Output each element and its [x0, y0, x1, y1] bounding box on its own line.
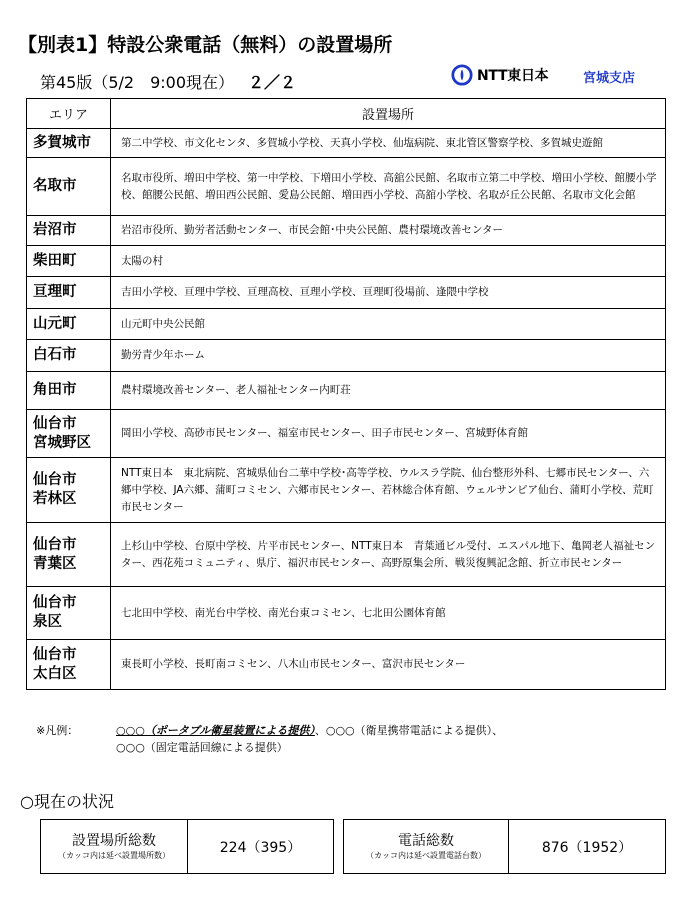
places-cell: NTT東日本 東北病院、宮城県仙台二華中学校･高等学校、ウルスラ学院、仙台整形外科、七郷市民センター、六郷中学校、JA六郷、蒲町コミセン、六郷市民センター、若林総合体育館、ウェルサンピア仙台、蒲町小学校、荒町市民センター: [111, 458, 666, 523]
area-name: 白石市: [33, 347, 77, 363]
ntt-logo-icon: [451, 64, 473, 86]
status-label-cell: [41, 820, 188, 873]
table-row: [27, 277, 666, 309]
area-name: 柴田町: [33, 252, 77, 269]
status-value: 876（1952）: [541, 839, 633, 856]
legend-satellite-phone: ○○○（衛星携帯電話による提供）: [325, 724, 493, 737]
area-cell: [27, 458, 111, 523]
version-info: [40, 70, 296, 93]
status-label: 設置場所総数: [72, 832, 156, 849]
area-name: 岩沼市: [33, 222, 77, 238]
table-row: [27, 129, 666, 158]
area-name: 亘理町: [33, 284, 77, 300]
area-name: 仙台市: [33, 415, 77, 432]
table-row: [27, 640, 666, 690]
area-cell: [27, 340, 111, 372]
places-cell: 岩沼市役所、勤労者活動センター、市民会館･中央公民館、農村環境改善センター: [111, 216, 666, 246]
table-row: [27, 158, 666, 216]
places-cell: 七北田中学校、南光台中学校、南光台東コミセン、七北田公園体育館: [111, 587, 666, 640]
places-cell: 勤労青少年ホーム: [111, 340, 666, 372]
places-cell: 吉田小学校、亘理中学校、亘理高校、亘理小学校、亘理町役場前、逢隈中学校: [111, 277, 666, 309]
status-note: （カッコ内は延べ設置場所数）: [58, 850, 170, 860]
table-row: [27, 410, 666, 458]
area-name: 名取市: [33, 178, 77, 194]
area-cell: [27, 410, 111, 458]
page-title: 【別表1】特設公衆電話（無料）の設置場所: [18, 34, 393, 56]
table-row: [27, 340, 666, 372]
table-row: [27, 587, 666, 640]
table-row: [27, 458, 666, 523]
status-heading: ○現在の状況: [20, 792, 114, 811]
places-cell: 農村環境改善センター、老人福祉センター内町荘: [111, 372, 666, 410]
area-cell: [27, 277, 111, 309]
area-name: 宮城野区: [33, 434, 91, 451]
area-cell: [27, 523, 111, 587]
area-name: 仙台市: [33, 536, 77, 553]
area-cell: [27, 158, 111, 216]
places-cell: 岡田小学校、高砂市民センター、福室市民センター、田子市民センター、宮城野体育館: [111, 410, 666, 458]
column-header-area: エリア: [27, 99, 111, 129]
legend-separator: 、: [492, 724, 504, 737]
area-cell: [27, 372, 111, 410]
places-cell: 上杉山中学校、台原中学校、片平市民センター、NTT東日本 青葉通ビル受付、エスパル地下、亀岡老人福祉センター、西花苑コミュニティ、県庁、福沢市民センター、高野原集会所、戦災復興記念館、折立市民センター: [111, 523, 666, 587]
area-name: 太白区: [33, 665, 77, 682]
page-number: ２／２: [248, 73, 297, 92]
legend-line: [36, 722, 503, 739]
status-label-cell: [344, 820, 509, 873]
table-row: [27, 372, 666, 410]
area-cell: [27, 309, 111, 340]
table-row: [27, 216, 666, 246]
area-name: 多賀城市: [33, 134, 91, 151]
area-name: 泉区: [33, 614, 62, 630]
area-cell: [27, 587, 111, 640]
area-name: 角田市: [33, 382, 77, 398]
area-cell: [27, 246, 111, 277]
legend: [36, 722, 503, 756]
places-cell: 東長町小学校、長町南コミセン、八木山市民センター、富沢市民センター: [111, 640, 666, 690]
status-box-phones: [343, 819, 666, 874]
places-cell: 太陽の村: [111, 246, 666, 277]
table-row: [27, 246, 666, 277]
ntt-logo: [451, 63, 548, 87]
status-label: 電話総数: [398, 832, 454, 849]
legend-separator: 、: [314, 724, 326, 737]
locations-table: [26, 98, 666, 690]
status-box-locations: [40, 819, 334, 874]
places-cell: 第二中学校、市文化センタ、多賀城小学校、天真小学校、仙塩病院、東北管区警察学校、多賀城史遊館: [111, 129, 666, 158]
branch-name: 宮城支店: [583, 71, 636, 86]
version-text: 第45版（5/2 9:00現在）: [40, 73, 235, 92]
area-name: 仙台市: [33, 595, 77, 611]
places-cell: 名取市役所、増田中学校、第一中学校、下増田小学校、高舘公民館、名取市立第二中学校、増田小学校、館腰小学校、館腰公民館、増田西公民館、愛島公民館、増田西小学校、高舘小学校、名取が丘公民館、名取市文化会館: [111, 158, 666, 216]
legend-line: [36, 739, 503, 756]
area-cell: [27, 129, 111, 158]
table-row: [27, 309, 666, 340]
legend-fixed-line: ○○○（固定電話回線による提供）: [116, 741, 288, 754]
table-row: [27, 523, 666, 587]
status-value: 224（395）: [219, 839, 302, 856]
table-header-row: [27, 99, 666, 129]
area-name: 仙台市: [33, 472, 77, 488]
area-name: 若林区: [33, 491, 77, 507]
places-cell: 山元町中央公民館: [111, 309, 666, 340]
area-name: 仙台市: [33, 646, 77, 663]
area-name: 青葉区: [33, 555, 77, 572]
legend-portable-satellite: ○○○（ポータブル衛星装置による提供）: [116, 724, 315, 737]
area-cell: [27, 216, 111, 246]
legend-label: ※凡例：: [36, 724, 79, 737]
status-note: （カッコ内は延べ設置電話台数）: [366, 850, 486, 860]
area-name: 山元町: [33, 315, 77, 332]
logo-text: NTT東日本: [477, 68, 549, 84]
area-cell: [27, 640, 111, 690]
column-header-places: 設置場所: [111, 99, 666, 129]
